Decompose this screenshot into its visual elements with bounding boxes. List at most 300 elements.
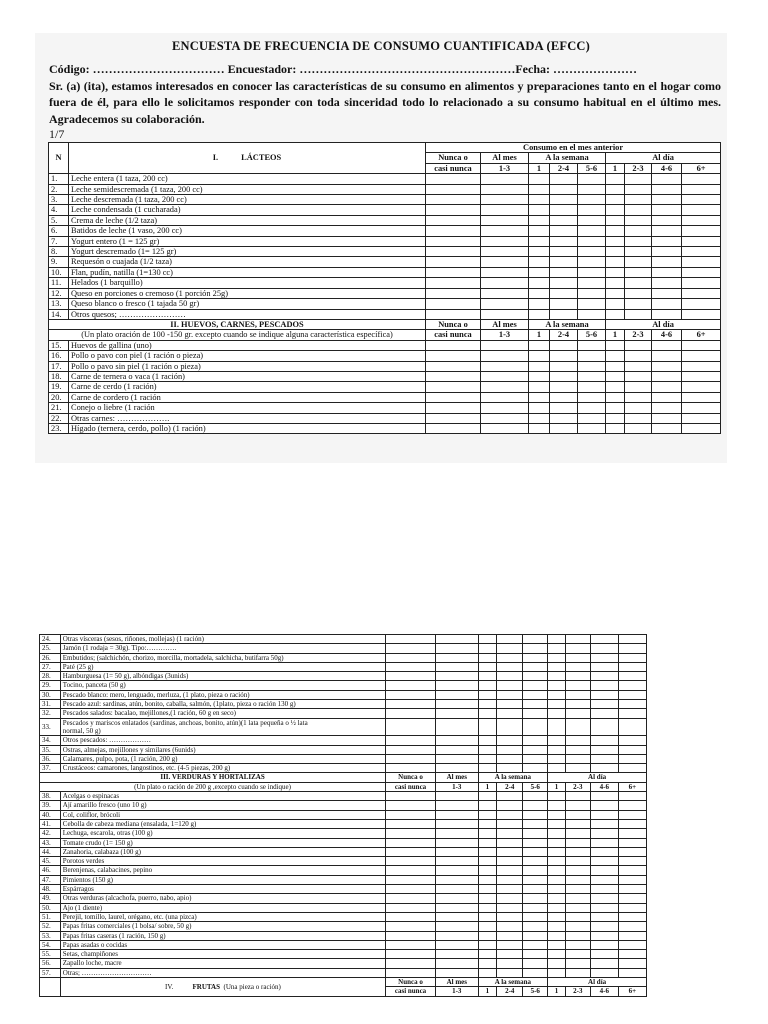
- answer-cell[interactable]: [386, 857, 436, 866]
- answer-cell[interactable]: [481, 247, 529, 257]
- answer-cell[interactable]: [565, 922, 590, 931]
- answer-cell[interactable]: [481, 403, 529, 413]
- answer-cell[interactable]: [529, 226, 550, 236]
- answer-cell[interactable]: [625, 215, 652, 225]
- answer-cell[interactable]: [550, 340, 578, 350]
- answer-cell[interactable]: [625, 371, 652, 381]
- answer-cell[interactable]: [529, 184, 550, 194]
- answer-cell[interactable]: [565, 745, 590, 754]
- answer-cell[interactable]: [478, 931, 497, 940]
- answer-cell[interactable]: [481, 423, 529, 433]
- answer-cell[interactable]: [565, 903, 590, 912]
- answer-cell[interactable]: [682, 392, 721, 402]
- answer-cell[interactable]: [565, 635, 590, 644]
- answer-cell[interactable]: [529, 215, 550, 225]
- answer-cell[interactable]: [625, 361, 652, 371]
- answer-cell[interactable]: [386, 754, 436, 763]
- answer-cell[interactable]: [478, 940, 497, 949]
- answer-cell[interactable]: [618, 838, 646, 847]
- answer-cell[interactable]: [590, 819, 618, 828]
- answer-cell[interactable]: [497, 866, 523, 875]
- answer-cell[interactable]: [497, 894, 523, 903]
- answer-cell[interactable]: [529, 382, 550, 392]
- answer-cell[interactable]: [652, 236, 682, 246]
- answer-cell[interactable]: [523, 792, 548, 801]
- answer-cell[interactable]: [529, 413, 550, 423]
- answer-cell[interactable]: [618, 736, 646, 745]
- answer-cell[interactable]: [426, 299, 481, 309]
- answer-cell[interactable]: [565, 857, 590, 866]
- answer-cell[interactable]: [435, 931, 478, 940]
- answer-cell[interactable]: [548, 662, 566, 671]
- answer-cell[interactable]: [682, 299, 721, 309]
- answer-cell[interactable]: [548, 940, 566, 949]
- answer-cell[interactable]: [426, 413, 481, 423]
- answer-cell[interactable]: [590, 829, 618, 838]
- answer-cell[interactable]: [435, 810, 478, 819]
- answer-cell[interactable]: [481, 351, 529, 361]
- answer-cell[interactable]: [682, 278, 721, 288]
- answer-cell[interactable]: [590, 931, 618, 940]
- answer-cell[interactable]: [682, 257, 721, 267]
- answer-cell[interactable]: [618, 903, 646, 912]
- answer-cell[interactable]: [590, 857, 618, 866]
- answer-cell[interactable]: [606, 351, 625, 361]
- answer-cell[interactable]: [625, 226, 652, 236]
- answer-cell[interactable]: [606, 215, 625, 225]
- answer-cell[interactable]: [590, 875, 618, 884]
- answer-cell[interactable]: [618, 792, 646, 801]
- answer-cell[interactable]: [497, 829, 523, 838]
- answer-cell[interactable]: [625, 184, 652, 194]
- answer-cell[interactable]: [386, 940, 436, 949]
- answer-cell[interactable]: [606, 371, 625, 381]
- answer-cell[interactable]: [523, 801, 548, 810]
- answer-cell[interactable]: [435, 838, 478, 847]
- answer-cell[interactable]: [435, 903, 478, 912]
- answer-cell[interactable]: [565, 681, 590, 690]
- answer-cell[interactable]: [529, 423, 550, 433]
- answer-cell[interactable]: [497, 959, 523, 968]
- answer-cell[interactable]: [590, 940, 618, 949]
- answer-cell[interactable]: [478, 885, 497, 894]
- answer-cell[interactable]: [606, 257, 625, 267]
- answer-cell[interactable]: [590, 672, 618, 681]
- answer-cell[interactable]: [497, 635, 523, 644]
- answer-cell[interactable]: [548, 792, 566, 801]
- answer-cell[interactable]: [618, 700, 646, 709]
- answer-cell[interactable]: [652, 205, 682, 215]
- answer-cell[interactable]: [523, 912, 548, 921]
- answer-cell[interactable]: [426, 340, 481, 350]
- answer-cell[interactable]: [550, 267, 578, 277]
- answer-cell[interactable]: [497, 931, 523, 940]
- answer-cell[interactable]: [578, 340, 606, 350]
- answer-cell[interactable]: [497, 718, 523, 736]
- answer-cell[interactable]: [682, 361, 721, 371]
- answer-cell[interactable]: [523, 875, 548, 884]
- answer-cell[interactable]: [590, 764, 618, 773]
- answer-cell[interactable]: [652, 309, 682, 319]
- answer-cell[interactable]: [497, 690, 523, 699]
- answer-cell[interactable]: [386, 644, 436, 653]
- answer-cell[interactable]: [550, 413, 578, 423]
- answer-cell[interactable]: [625, 205, 652, 215]
- answer-cell[interactable]: [565, 866, 590, 875]
- answer-cell[interactable]: [578, 361, 606, 371]
- answer-cell[interactable]: [550, 382, 578, 392]
- answer-cell[interactable]: [523, 672, 548, 681]
- answer-cell[interactable]: [590, 885, 618, 894]
- answer-cell[interactable]: [478, 894, 497, 903]
- answer-cell[interactable]: [565, 847, 590, 856]
- answer-cell[interactable]: [625, 392, 652, 402]
- answer-cell[interactable]: [652, 174, 682, 184]
- answer-cell[interactable]: [578, 413, 606, 423]
- answer-cell[interactable]: [548, 903, 566, 912]
- answer-cell[interactable]: [625, 236, 652, 246]
- answer-cell[interactable]: [548, 819, 566, 828]
- answer-cell[interactable]: [550, 361, 578, 371]
- answer-cell[interactable]: [426, 423, 481, 433]
- answer-cell[interactable]: [523, 745, 548, 754]
- answer-cell[interactable]: [426, 195, 481, 205]
- answer-cell[interactable]: [652, 382, 682, 392]
- answer-cell[interactable]: [565, 662, 590, 671]
- answer-cell[interactable]: [548, 857, 566, 866]
- answer-cell[interactable]: [590, 922, 618, 931]
- answer-cell[interactable]: [481, 371, 529, 381]
- answer-cell[interactable]: [590, 700, 618, 709]
- answer-cell[interactable]: [606, 288, 625, 298]
- answer-cell[interactable]: [682, 226, 721, 236]
- answer-cell[interactable]: [548, 950, 566, 959]
- answer-cell[interactable]: [386, 819, 436, 828]
- answer-cell[interactable]: [523, 950, 548, 959]
- answer-cell[interactable]: [548, 912, 566, 921]
- answer-cell[interactable]: [565, 950, 590, 959]
- answer-cell[interactable]: [478, 736, 497, 745]
- answer-cell[interactable]: [386, 709, 436, 718]
- answer-cell[interactable]: [565, 894, 590, 903]
- answer-cell[interactable]: [590, 690, 618, 699]
- answer-cell[interactable]: [606, 392, 625, 402]
- answer-cell[interactable]: [590, 718, 618, 736]
- answer-cell[interactable]: [497, 810, 523, 819]
- answer-cell[interactable]: [548, 745, 566, 754]
- answer-cell[interactable]: [606, 278, 625, 288]
- answer-cell[interactable]: [386, 801, 436, 810]
- answer-cell[interactable]: [426, 215, 481, 225]
- answer-cell[interactable]: [497, 968, 523, 977]
- answer-cell[interactable]: [435, 690, 478, 699]
- answer-cell[interactable]: [565, 838, 590, 847]
- answer-cell[interactable]: [478, 672, 497, 681]
- answer-cell[interactable]: [481, 361, 529, 371]
- answer-cell[interactable]: [652, 351, 682, 361]
- answer-cell[interactable]: [426, 351, 481, 361]
- answer-cell[interactable]: [625, 340, 652, 350]
- answer-cell[interactable]: [435, 819, 478, 828]
- answer-cell[interactable]: [590, 866, 618, 875]
- answer-cell[interactable]: [618, 875, 646, 884]
- answer-cell[interactable]: [478, 709, 497, 718]
- answer-cell[interactable]: [478, 959, 497, 968]
- answer-cell[interactable]: [618, 810, 646, 819]
- answer-cell[interactable]: [386, 912, 436, 921]
- answer-cell[interactable]: [578, 174, 606, 184]
- answer-cell[interactable]: [625, 257, 652, 267]
- answer-cell[interactable]: [548, 754, 566, 763]
- answer-cell[interactable]: [606, 309, 625, 319]
- answer-cell[interactable]: [550, 351, 578, 361]
- answer-cell[interactable]: [565, 644, 590, 653]
- answer-cell[interactable]: [550, 184, 578, 194]
- answer-cell[interactable]: [565, 819, 590, 828]
- answer-cell[interactable]: [548, 690, 566, 699]
- answer-cell[interactable]: [529, 174, 550, 184]
- answer-cell[interactable]: [578, 299, 606, 309]
- answer-cell[interactable]: [618, 959, 646, 968]
- answer-cell[interactable]: [682, 215, 721, 225]
- answer-cell[interactable]: [548, 866, 566, 875]
- answer-cell[interactable]: [578, 403, 606, 413]
- answer-cell[interactable]: [548, 838, 566, 847]
- answer-cell[interactable]: [481, 288, 529, 298]
- answer-cell[interactable]: [497, 644, 523, 653]
- answer-cell[interactable]: [497, 700, 523, 709]
- answer-cell[interactable]: [497, 903, 523, 912]
- answer-cell[interactable]: [618, 885, 646, 894]
- answer-cell[interactable]: [578, 382, 606, 392]
- answer-cell[interactable]: [386, 681, 436, 690]
- answer-cell[interactable]: [523, 635, 548, 644]
- answer-cell[interactable]: [529, 278, 550, 288]
- answer-cell[interactable]: [435, 950, 478, 959]
- answer-cell[interactable]: [478, 829, 497, 838]
- answer-cell[interactable]: [682, 174, 721, 184]
- answer-cell[interactable]: [618, 857, 646, 866]
- answer-cell[interactable]: [435, 672, 478, 681]
- answer-cell[interactable]: [523, 866, 548, 875]
- answer-cell[interactable]: [529, 195, 550, 205]
- answer-cell[interactable]: [435, 894, 478, 903]
- answer-cell[interactable]: [578, 267, 606, 277]
- answer-cell[interactable]: [435, 829, 478, 838]
- answer-cell[interactable]: [529, 309, 550, 319]
- answer-cell[interactable]: [548, 700, 566, 709]
- answer-cell[interactable]: [652, 278, 682, 288]
- answer-cell[interactable]: [652, 257, 682, 267]
- answer-cell[interactable]: [386, 672, 436, 681]
- answer-cell[interactable]: [565, 931, 590, 940]
- answer-cell[interactable]: [625, 413, 652, 423]
- answer-cell[interactable]: [682, 267, 721, 277]
- answer-cell[interactable]: [386, 894, 436, 903]
- answer-cell[interactable]: [497, 922, 523, 931]
- answer-cell[interactable]: [426, 226, 481, 236]
- answer-cell[interactable]: [481, 267, 529, 277]
- answer-cell[interactable]: [590, 681, 618, 690]
- answer-cell[interactable]: [426, 371, 481, 381]
- answer-cell[interactable]: [618, 709, 646, 718]
- answer-cell[interactable]: [523, 838, 548, 847]
- answer-cell[interactable]: [523, 931, 548, 940]
- answer-cell[interactable]: [565, 700, 590, 709]
- answer-cell[interactable]: [529, 236, 550, 246]
- answer-cell[interactable]: [550, 371, 578, 381]
- answer-cell[interactable]: [550, 403, 578, 413]
- answer-cell[interactable]: [386, 968, 436, 977]
- answer-cell[interactable]: [478, 810, 497, 819]
- answer-cell[interactable]: [435, 959, 478, 968]
- answer-cell[interactable]: [481, 340, 529, 350]
- answer-cell[interactable]: [652, 226, 682, 236]
- answer-cell[interactable]: [386, 838, 436, 847]
- answer-cell[interactable]: [478, 718, 497, 736]
- answer-cell[interactable]: [565, 736, 590, 745]
- answer-cell[interactable]: [426, 288, 481, 298]
- answer-cell[interactable]: [548, 829, 566, 838]
- answer-cell[interactable]: [478, 644, 497, 653]
- answer-cell[interactable]: [481, 226, 529, 236]
- answer-cell[interactable]: [478, 635, 497, 644]
- answer-cell[interactable]: [565, 875, 590, 884]
- answer-cell[interactable]: [523, 681, 548, 690]
- answer-cell[interactable]: [478, 764, 497, 773]
- answer-cell[interactable]: [529, 267, 550, 277]
- answer-cell[interactable]: [682, 371, 721, 381]
- answer-cell[interactable]: [618, 653, 646, 662]
- answer-cell[interactable]: [578, 205, 606, 215]
- answer-cell[interactable]: [565, 940, 590, 949]
- answer-cell[interactable]: [606, 236, 625, 246]
- answer-cell[interactable]: [565, 829, 590, 838]
- answer-cell[interactable]: [618, 635, 646, 644]
- answer-cell[interactable]: [618, 968, 646, 977]
- answer-cell[interactable]: [618, 718, 646, 736]
- answer-cell[interactable]: [625, 382, 652, 392]
- answer-cell[interactable]: [625, 299, 652, 309]
- answer-cell[interactable]: [652, 392, 682, 402]
- answer-cell[interactable]: [481, 215, 529, 225]
- answer-cell[interactable]: [478, 700, 497, 709]
- answer-cell[interactable]: [682, 423, 721, 433]
- answer-cell[interactable]: [625, 278, 652, 288]
- answer-cell[interactable]: [550, 257, 578, 267]
- answer-cell[interactable]: [435, 801, 478, 810]
- answer-cell[interactable]: [386, 700, 436, 709]
- answer-cell[interactable]: [523, 940, 548, 949]
- answer-cell[interactable]: [590, 968, 618, 977]
- answer-cell[interactable]: [618, 829, 646, 838]
- answer-cell[interactable]: [497, 764, 523, 773]
- answer-cell[interactable]: [523, 894, 548, 903]
- answer-cell[interactable]: [523, 903, 548, 912]
- answer-cell[interactable]: [590, 847, 618, 856]
- answer-cell[interactable]: [548, 736, 566, 745]
- answer-cell[interactable]: [426, 392, 481, 402]
- answer-cell[interactable]: [435, 662, 478, 671]
- answer-cell[interactable]: [618, 644, 646, 653]
- answer-cell[interactable]: [481, 413, 529, 423]
- answer-cell[interactable]: [478, 690, 497, 699]
- answer-cell[interactable]: [478, 922, 497, 931]
- answer-cell[interactable]: [548, 635, 566, 644]
- answer-cell[interactable]: [652, 299, 682, 309]
- answer-cell[interactable]: [578, 195, 606, 205]
- answer-cell[interactable]: [481, 257, 529, 267]
- answer-cell[interactable]: [590, 838, 618, 847]
- answer-cell[interactable]: [386, 718, 436, 736]
- answer-cell[interactable]: [578, 288, 606, 298]
- answer-cell[interactable]: [435, 644, 478, 653]
- answer-cell[interactable]: [565, 653, 590, 662]
- answer-cell[interactable]: [606, 403, 625, 413]
- answer-cell[interactable]: [529, 361, 550, 371]
- answer-cell[interactable]: [652, 361, 682, 371]
- answer-cell[interactable]: [497, 885, 523, 894]
- answer-cell[interactable]: [529, 392, 550, 402]
- answer-cell[interactable]: [481, 382, 529, 392]
- answer-cell[interactable]: [548, 764, 566, 773]
- answer-cell[interactable]: [426, 361, 481, 371]
- answer-cell[interactable]: [682, 195, 721, 205]
- answer-cell[interactable]: [606, 413, 625, 423]
- answer-cell[interactable]: [481, 309, 529, 319]
- answer-cell[interactable]: [606, 226, 625, 236]
- answer-cell[interactable]: [478, 857, 497, 866]
- answer-cell[interactable]: [523, 968, 548, 977]
- answer-cell[interactable]: [386, 959, 436, 968]
- answer-cell[interactable]: [550, 299, 578, 309]
- answer-cell[interactable]: [529, 403, 550, 413]
- answer-cell[interactable]: [682, 236, 721, 246]
- answer-cell[interactable]: [386, 903, 436, 912]
- answer-cell[interactable]: [497, 792, 523, 801]
- answer-cell[interactable]: [606, 423, 625, 433]
- answer-cell[interactable]: [625, 267, 652, 277]
- answer-cell[interactable]: [497, 847, 523, 856]
- answer-cell[interactable]: [426, 205, 481, 215]
- answer-cell[interactable]: [682, 403, 721, 413]
- answer-cell[interactable]: [652, 195, 682, 205]
- answer-cell[interactable]: [590, 912, 618, 921]
- answer-cell[interactable]: [497, 875, 523, 884]
- answer-cell[interactable]: [682, 205, 721, 215]
- answer-cell[interactable]: [618, 931, 646, 940]
- answer-cell[interactable]: [548, 968, 566, 977]
- answer-cell[interactable]: [565, 764, 590, 773]
- answer-cell[interactable]: [435, 653, 478, 662]
- answer-cell[interactable]: [523, 653, 548, 662]
- answer-cell[interactable]: [578, 278, 606, 288]
- answer-cell[interactable]: [590, 644, 618, 653]
- answer-cell[interactable]: [625, 288, 652, 298]
- answer-cell[interactable]: [426, 257, 481, 267]
- answer-cell[interactable]: [606, 361, 625, 371]
- answer-cell[interactable]: [478, 912, 497, 921]
- answer-cell[interactable]: [435, 635, 478, 644]
- answer-cell[interactable]: [523, 857, 548, 866]
- answer-cell[interactable]: [550, 174, 578, 184]
- answer-cell[interactable]: [618, 950, 646, 959]
- answer-cell[interactable]: [590, 792, 618, 801]
- answer-cell[interactable]: [548, 885, 566, 894]
- answer-cell[interactable]: [652, 215, 682, 225]
- answer-cell[interactable]: [625, 247, 652, 257]
- answer-cell[interactable]: [652, 340, 682, 350]
